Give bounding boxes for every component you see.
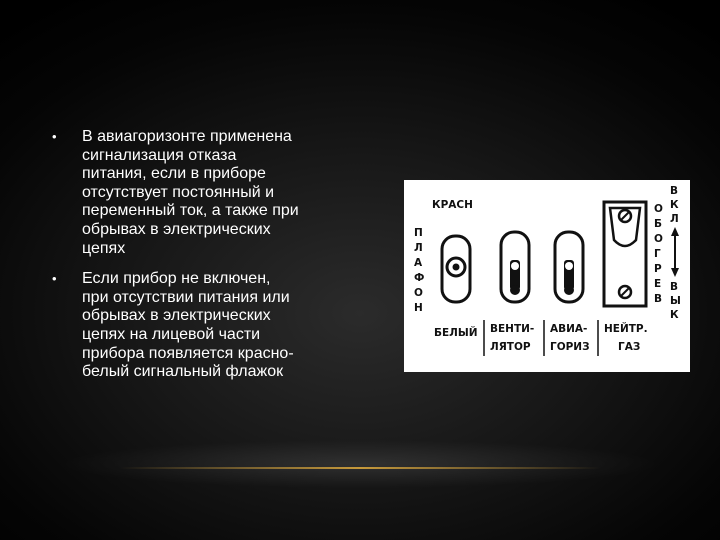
bullet-list bbox=[52, 128, 352, 394]
label-plafon-3: А bbox=[414, 257, 423, 269]
panel-diagram-svg bbox=[404, 180, 690, 372]
label-plafon-6: Н bbox=[414, 302, 423, 314]
bullet-line: прибора появляется красно- bbox=[82, 344, 294, 362]
bullet-line: сигнализация отказа bbox=[82, 146, 237, 164]
bullet-line: переменный ток, а также при bbox=[82, 202, 299, 220]
bullet-line: отсутствует постоянный и bbox=[82, 183, 275, 201]
label-vyk-1: В bbox=[670, 281, 679, 293]
bullet-item-1 bbox=[52, 128, 352, 258]
bullet-line: питания, если в приборе bbox=[82, 165, 266, 183]
label-obogrev-5: Р bbox=[654, 263, 662, 275]
label-vyk-2: Ы bbox=[670, 295, 681, 307]
bullet-line: обрывах в электрических bbox=[82, 220, 271, 238]
panel-diagram bbox=[404, 180, 690, 372]
label-lyator: ЛЯТОР bbox=[490, 341, 531, 353]
bullet-line: при отсутствии питания или bbox=[82, 288, 290, 306]
bullet-dot: • bbox=[52, 271, 57, 287]
label-obogrev-3: О bbox=[654, 233, 663, 245]
label-vkl-1: В bbox=[670, 185, 679, 197]
label-plafon-4: Ф bbox=[414, 272, 425, 284]
floor-glow bbox=[60, 440, 660, 500]
label-gaz: ГАЗ bbox=[618, 341, 641, 353]
bullet-line: цепях bbox=[82, 239, 126, 257]
label-vkl-3: Л bbox=[670, 213, 679, 225]
on-off-arrow-icon bbox=[671, 227, 679, 277]
bullet-dot: • bbox=[52, 129, 57, 144]
label-neitr: НЕЙТР. bbox=[604, 323, 648, 335]
label-plafon-2: Л bbox=[414, 242, 423, 254]
label-obogrev-4: Г bbox=[654, 248, 661, 260]
label-vyk-3: К bbox=[670, 309, 679, 321]
ventilator-switch bbox=[501, 232, 529, 302]
label-avia: АВИА- bbox=[550, 323, 588, 335]
label-obogrev-7: В bbox=[654, 293, 663, 305]
label-vkl-2: К bbox=[670, 199, 679, 211]
label-plafon-1: П bbox=[414, 227, 423, 239]
label-plafon-5: О bbox=[414, 287, 423, 299]
label-venti: ВЕНТИ- bbox=[490, 323, 535, 335]
bullet-line: Если прибор не включен, bbox=[82, 270, 271, 288]
label-obogrev-1: О bbox=[654, 203, 663, 215]
bullet-line: белый сигнальный флажок bbox=[82, 363, 284, 381]
plafon-switch bbox=[442, 236, 470, 302]
bullet-line: В авиагоризонте применена bbox=[82, 128, 292, 145]
bullet-item-2 bbox=[52, 270, 352, 382]
bullet-line: обрывах в электрических bbox=[82, 307, 271, 325]
label-obogrev-2: Б bbox=[654, 218, 663, 230]
bullet-line: цепях на лицевой части bbox=[82, 325, 261, 343]
aviagoriz-switch bbox=[555, 232, 583, 302]
label-belyi: БЕЛЫЙ bbox=[434, 327, 478, 339]
obogrev-switch bbox=[604, 202, 646, 306]
label-obogrev-6: Е bbox=[654, 278, 662, 290]
label-goriz: ГОРИЗ bbox=[550, 341, 590, 353]
floor-line bbox=[120, 467, 600, 469]
label-krasn: КРАСН bbox=[432, 199, 473, 211]
